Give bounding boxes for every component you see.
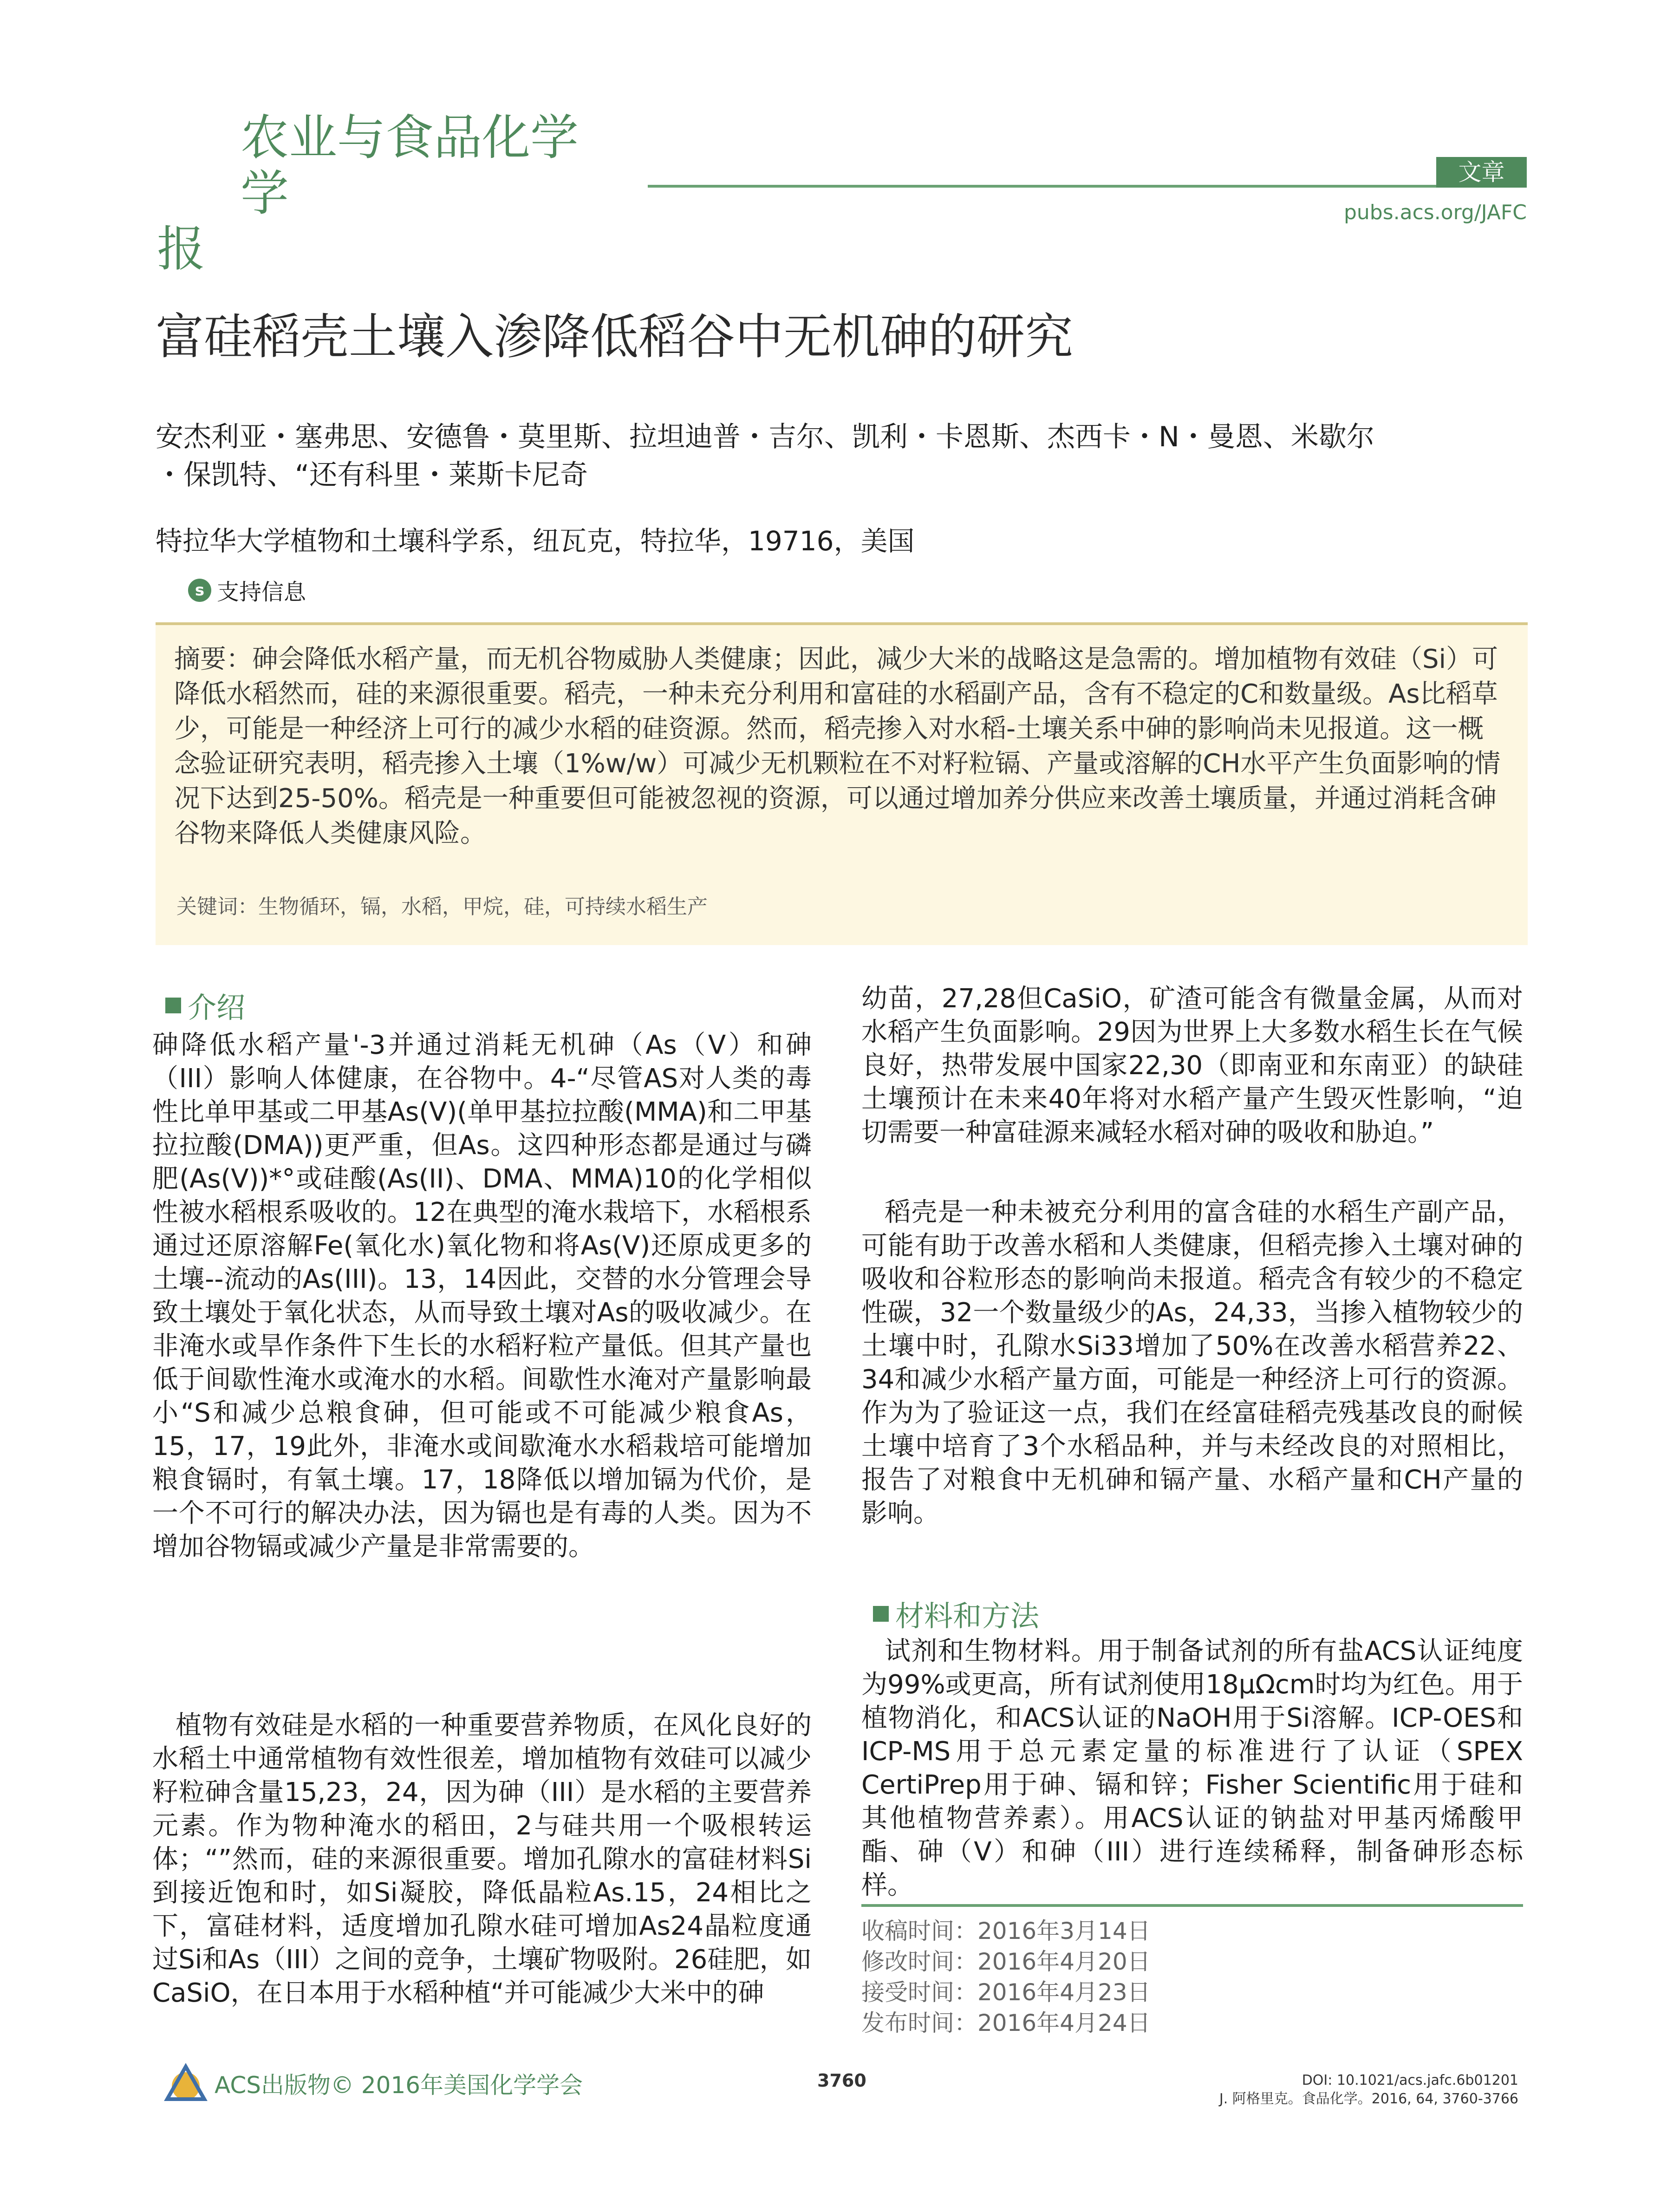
author-line: ・保凯特、“还有科里・莱斯卡尼奇 — [156, 459, 588, 491]
revised-date: 修改时间：2016年4月20日 — [861, 1948, 1151, 1975]
publication-dates — [861, 1916, 1151, 2038]
author-line: 安杰利亚・塞弗思、安德鲁・莫里斯、拉坦迪普・吉尔、凯利・卡恩斯、杰西卡・N・曼恩、米歇尔 — [156, 421, 1374, 453]
accepted-date: 接受时间：2016年4月23日 — [861, 1979, 1151, 2006]
received-date: 收稿时间：2016年3月14日 — [861, 1918, 1151, 1945]
paper-title: 富硅稻壳土壤入渗降低稻谷中无机砷的研究 — [156, 308, 1074, 365]
section-heading-label: 介绍 — [188, 991, 246, 1024]
header-rule — [648, 185, 1436, 188]
journal-url[interactable]: pubs.acs.org/JAFC — [1343, 201, 1527, 224]
intro-paragraph-1: 砷降低水稻产量'-3并通过消耗无机砷（As（V）和砷（III）影响人体健康，在谷物中。4-“尽管AS对人类的毒性比单甲基或二甲基As(V)(单甲基拉拉酸(MMA)和二甲基拉拉酸(DMA))更严重，但As。这四种形态都是通过与磷肥(As(V))*°或硅酸(As(II)、DMA、MMA)10的化学相似性被水稻根系吸收的。12在典型的淹水栽培下，水稻根系通过还原溶解Fe(氧化水)氧化物和将As(V)还原成更多的土壤--流动的As(III)。13，14因此，交替的水分管理会导致土壤处于氧化状态，从而导致土壤对As的吸收减少。在非淹水或旱作条件下生长的水稻籽粒产量低。但其产量也低于间歇性淹水或淹水的水稻。间歇性水淹对产量影响最小“S和减少总粮食砷，但可能或不可能减少粮食As，15，17，19此外，非淹水或间歇淹水水稻栽培可能增加粮食镉时，有氧土壤。17，18降低以增加镉为代价，是一个不可行的解决办法，因为镉也是有毒的人类。因为不增加谷物镉或减少产量是非常需要的。 — [152, 1030, 812, 1562]
intro-paragraph-2: 植物有效硅是水稻的一种重要营养物质，在风化良好的水稻土中通常植物有效性很差，增加植物有效硅可以减少籽粒砷含量15,23，24，因为砷（III）是水稻的主要营养元素。作为物种淹水的稻田，2与硅共用一个吸根转运体；“”然而，硅的来源很重要。增加孔隙水的富硅材料Si到接近饱和时，如Si凝胶，降低晶粒As.15，24相比之下，富硅材料，适度增加孔隙水硅可增加As24晶粒度通过Si和As（III）之间的竞争，土壤矿物吸附。26硅肥，如CaSiO，在日本用于水稻种植“并可能减少大米中的砷 — [152, 1710, 812, 2008]
abstract-box — [156, 622, 1528, 945]
supporting-info-link[interactable] — [188, 574, 306, 606]
doi-link[interactable]: DOI: 10.1021/acs.jafc.6b01201 — [1302, 2072, 1518, 2088]
col2-paragraph-1: 幼苗，27,28但CaSiO，矿渣可能含有微量金属，从而对水稻产生负面影响。29因为世界上大多数水稻生长在气候良好，热带发展中国家22,30（即南亚和东南亚）的缺硅土壤预计在未来40年将对水稻产量产生毁灭性影响，“迫切需要一种富硅源来减轻水稻对砷的吸收和胁迫。” — [861, 984, 1523, 1148]
section-heading-introduction — [165, 985, 245, 1026]
article-type-badge: 文章 — [1436, 157, 1527, 188]
section-marker-icon — [873, 1606, 889, 1622]
citation: J. 阿格里克。食品化学。2016, 64, 3760-3766 — [1219, 2091, 1518, 2107]
author-list — [156, 418, 1456, 494]
dates-rule — [861, 1904, 1523, 1907]
page-number: 3760 — [817, 2070, 866, 2091]
journal-name-line2: 报 — [157, 221, 206, 277]
journal-name-line1: 农业与食品化学学 — [241, 109, 579, 222]
publisher-copyright: ACS出版物© 2016年美国化学学会 — [215, 2072, 583, 2099]
methods-paragraph-1: 试剂和生物材料。用于制备试剂的所有盐ACS认证纯度为99%或更高，所有试剂使用18μΩcm时均为红色。用于植物消化，和ACS认证的NaOH用于Si溶解。ICP-OES和ICP-MS用于总元素定量的标准进行了认证（SPEX CertiPrep用于砷、镉和锌；Fisher Scientific用于硅和其他植物营养素）。用ACS认证的钠盐对甲基丙烯酸甲酯、砷（V）和砷（III）进行连续稀释，制备砷形态标样。 — [861, 1636, 1523, 1900]
journal-name — [157, 110, 621, 277]
affiliation: 特拉华大学植物和土壤科学系，纽瓦克，特拉华，19716，美国 — [156, 525, 915, 557]
published-date: 发布时间：2016年4月24日 — [861, 2010, 1151, 2036]
abstract-text: 摘要：砷会降低水稻产量，而无机谷物威胁人类健康；因此，减少大米的战略这是急需的。增加植物有效硅（Si）可降低水稻然而，硅的来源很重要。稻壳，一种未充分利用和富硅的水稻副产品，含有不稳定的C和数量级。As比稻草少，可能是一种经济上可行的减少水稻的硅资源。然而，稻壳掺入对水稻-土壤关系中砷的影响尚未见报道。这一概念验证研究表明，稻壳掺入土壤（1%w/w）可减少无机颗粒在不对籽粒镉、产量或溶解的CH水平产生负面影响的情况下达到25-50%。稻壳是一种重要但可能被忽视的资源，可以通过增加养分供应来改善土壤质量，并通过消耗含砷谷物来降低人类健康风险。 — [174, 644, 1501, 848]
section-marker-icon — [165, 998, 181, 1013]
acs-logo-icon — [163, 2062, 209, 2104]
supporting-info-icon: s — [188, 579, 211, 602]
section-heading-label: 材料和方法 — [895, 1599, 1040, 1633]
col2-paragraph-2: 稻壳是一种未被充分利用的富含硅的水稻生产副产品，可能有助于改善水稻和人类健康，但稻壳掺入土壤对砷的吸收和谷粒形态的影响尚未报道。稻壳含有较少的不稳定性碳，32一个数量级少的As，24,33，当掺入植物较少的土壤中时，孔隙水Si33增加了50%在改善水稻营养22、34和减少水稻产量方面，可能是一种经济上可行的资源。作为为了验证这一点，我们在经富硅稻壳残基改良的耐候土壤中培育了3个水稻品种，并与未经改良的对照相比，报告了对粮食中无机砷和镉产量、水稻产量和CH产量的影响。 — [861, 1197, 1523, 1528]
supporting-info-label: 支持信息 — [217, 579, 306, 605]
doi-citation — [1161, 2071, 1518, 2108]
keywords: 关键词：生物循环，镉，水稻，甲烷，硅，可持续水稻生产 — [176, 895, 708, 919]
section-heading-methods — [873, 1593, 1039, 1634]
